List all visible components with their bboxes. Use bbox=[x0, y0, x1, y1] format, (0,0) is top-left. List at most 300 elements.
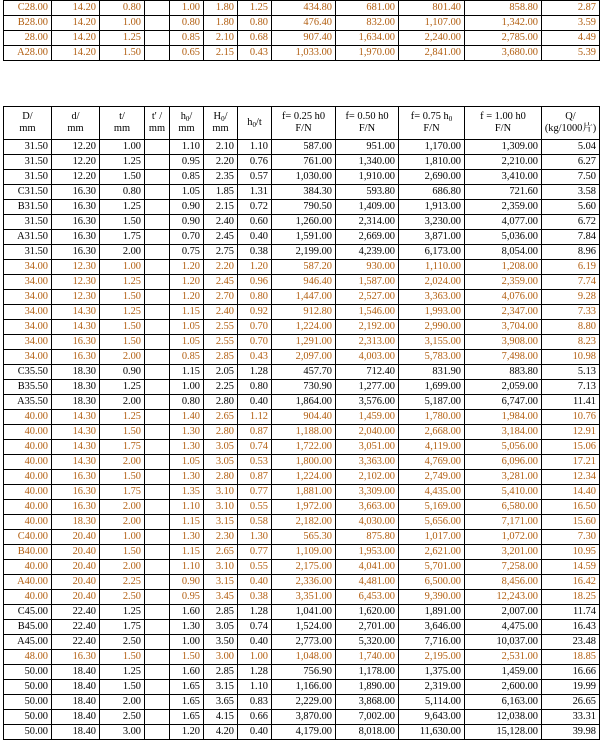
cell-load-25: 1,166.00 bbox=[272, 680, 336, 695]
cell-outer-diameter: 50.00 bbox=[4, 710, 52, 725]
header-line-1: d/ bbox=[71, 111, 80, 122]
cell-load-25: 587.20 bbox=[272, 260, 336, 275]
cell-reduced-thickness bbox=[145, 455, 170, 470]
cell-load-50: 3,576.00 bbox=[336, 395, 399, 410]
cell-overall-height: 2.40 bbox=[204, 215, 238, 230]
cell-reduced-thickness bbox=[145, 575, 170, 590]
cell-reduced-thickness bbox=[145, 275, 170, 290]
cell-load-50: 3,663.00 bbox=[336, 500, 399, 515]
cell-outer-diameter: 40.00 bbox=[4, 485, 52, 500]
cell-inner-diameter: 16.30 bbox=[52, 335, 100, 350]
cell-free-height: 1.20 bbox=[170, 275, 204, 290]
cell-load-50: 1,178.00 bbox=[336, 665, 399, 680]
cell-load-25: 3,351.00 bbox=[272, 590, 336, 605]
cell-inner-diameter: 12.30 bbox=[52, 275, 100, 290]
cell-weight: 5.13 bbox=[542, 365, 600, 380]
cell-thickness: 1.25 bbox=[100, 605, 145, 620]
cell-free-height: 1.10 bbox=[170, 560, 204, 575]
cell-load-75: 11,630.00 bbox=[399, 725, 465, 740]
cell-inner-diameter: 22.40 bbox=[52, 635, 100, 650]
cell-overall-height: 2.55 bbox=[204, 335, 238, 350]
cell-load-50: 1,910.00 bbox=[336, 170, 399, 185]
cell-load-50: 4,239.00 bbox=[336, 245, 399, 260]
cell-height-thickness-ratio: 0.76 bbox=[238, 155, 272, 170]
header-line-2: mm bbox=[178, 123, 195, 134]
cell-load-75: 5,783.00 bbox=[399, 350, 465, 365]
cell-outer-diameter: 34.00 bbox=[4, 320, 52, 335]
cell-load-75: 1,170.00 bbox=[399, 140, 465, 155]
cell-load-25: 730.90 bbox=[272, 380, 336, 395]
cell-height-thickness-ratio: 1.10 bbox=[238, 140, 272, 155]
cell-height-thickness-ratio: 0.70 bbox=[238, 320, 272, 335]
table-row bbox=[4, 230, 600, 245]
cell-inner-diameter: 16.30 bbox=[52, 350, 100, 365]
cell-load-50: 4,481.00 bbox=[336, 575, 399, 590]
cell-load-25: 384.30 bbox=[272, 185, 336, 200]
disc-spring-load-table bbox=[3, 106, 600, 740]
cell-load-100: 1,984.00 bbox=[465, 410, 542, 425]
cell-overall-height: 2.30 bbox=[204, 530, 238, 545]
cell-inner-diameter: 18.30 bbox=[52, 515, 100, 530]
cell-height-thickness-ratio: 1.31 bbox=[238, 185, 272, 200]
cell-load-25: 756.90 bbox=[272, 665, 336, 680]
cell-load-75: 4,769.00 bbox=[399, 455, 465, 470]
header-line-2: (kg/1000片) bbox=[544, 123, 597, 134]
cell-load-75: 1,810.00 bbox=[399, 155, 465, 170]
cell-overall-height: 2.15 bbox=[204, 200, 238, 215]
cell-weight: 8.23 bbox=[542, 335, 600, 350]
cell-inner-diameter: 22.40 bbox=[52, 605, 100, 620]
cell-free-height: 1.05 bbox=[170, 455, 204, 470]
cell-overall-height: 2.45 bbox=[204, 275, 238, 290]
cell-load-75: 1,699.00 bbox=[399, 380, 465, 395]
cell-load-50: 5,320.00 bbox=[336, 635, 399, 650]
cell-load-100: 2,531.00 bbox=[465, 650, 542, 665]
cell-weight: 39.98 bbox=[542, 725, 600, 740]
cell-load-100: 3,281.00 bbox=[465, 470, 542, 485]
cell-weight: 7.30 bbox=[542, 530, 600, 545]
cell-outer-diameter: C35.50 bbox=[4, 365, 52, 380]
header-overall-height bbox=[204, 107, 238, 140]
cell-thickness: 2.00 bbox=[100, 515, 145, 530]
cell-reduced-thickness bbox=[145, 305, 170, 320]
cell-inner-diameter: 16.30 bbox=[52, 485, 100, 500]
cell-reduced-thickness bbox=[145, 200, 170, 215]
cell-free-height: 1.00 bbox=[170, 635, 204, 650]
cell-height-thickness-ratio: 0.68 bbox=[238, 31, 272, 46]
cell-thickness: 0.90 bbox=[100, 365, 145, 380]
cell-load-75: 1,110.00 bbox=[399, 260, 465, 275]
cell-load-75: 831.90 bbox=[399, 365, 465, 380]
cell-weight: 2.87 bbox=[542, 1, 600, 16]
cell-load-75: 2,240.00 bbox=[399, 31, 465, 46]
cell-inner-diameter: 14.30 bbox=[52, 320, 100, 335]
cell-overall-height: 2.65 bbox=[204, 410, 238, 425]
cell-free-height: 1.50 bbox=[170, 650, 204, 665]
cell-load-50: 4,030.00 bbox=[336, 515, 399, 530]
cell-height-thickness-ratio: 1.28 bbox=[238, 365, 272, 380]
cell-load-75: 6,173.00 bbox=[399, 245, 465, 260]
cell-reduced-thickness bbox=[145, 605, 170, 620]
cell-overall-height: 4.20 bbox=[204, 725, 238, 740]
cell-load-25: 2,229.00 bbox=[272, 695, 336, 710]
cell-load-100: 7,498.00 bbox=[465, 350, 542, 365]
cell-free-height: 1.30 bbox=[170, 470, 204, 485]
cell-outer-diameter: 31.50 bbox=[4, 140, 52, 155]
cell-load-50: 1,634.00 bbox=[336, 31, 399, 46]
cell-load-25: 1,260.00 bbox=[272, 215, 336, 230]
cell-load-100: 1,072.00 bbox=[465, 530, 542, 545]
cell-load-75: 3,230.00 bbox=[399, 215, 465, 230]
cell-load-50: 3,868.00 bbox=[336, 695, 399, 710]
cell-load-50: 2,314.00 bbox=[336, 215, 399, 230]
cell-overall-height: 3.15 bbox=[204, 575, 238, 590]
cell-outer-diameter: B35.50 bbox=[4, 380, 52, 395]
cell-load-50: 3,051.00 bbox=[336, 440, 399, 455]
cell-load-25: 1,524.00 bbox=[272, 620, 336, 635]
cell-load-100: 3,704.00 bbox=[465, 320, 542, 335]
cell-load-75: 1,017.00 bbox=[399, 530, 465, 545]
cell-load-100: 6,580.00 bbox=[465, 500, 542, 515]
cell-overall-height: 2.55 bbox=[204, 320, 238, 335]
header-line-2: F/N bbox=[358, 123, 376, 134]
cell-overall-height: 2.25 bbox=[204, 380, 238, 395]
cell-reduced-thickness bbox=[145, 650, 170, 665]
cell-overall-height: 3.05 bbox=[204, 455, 238, 470]
cell-load-50: 2,313.00 bbox=[336, 335, 399, 350]
cell-height-thickness-ratio: 0.77 bbox=[238, 545, 272, 560]
table-row bbox=[4, 500, 600, 515]
cell-thickness: 0.80 bbox=[100, 185, 145, 200]
cell-load-75: 1,375.00 bbox=[399, 665, 465, 680]
cell-load-100: 3,908.00 bbox=[465, 335, 542, 350]
cell-thickness: 2.00 bbox=[100, 500, 145, 515]
cell-free-height: 1.00 bbox=[170, 1, 204, 16]
cell-inner-diameter: 22.40 bbox=[52, 620, 100, 635]
table-row bbox=[4, 425, 600, 440]
cell-weight: 26.65 bbox=[542, 695, 600, 710]
cell-inner-diameter: 14.20 bbox=[52, 1, 100, 16]
cell-height-thickness-ratio: 0.60 bbox=[238, 215, 272, 230]
header-line-1: f= 0.50 h0 bbox=[345, 111, 389, 122]
cell-outer-diameter: 34.00 bbox=[4, 260, 52, 275]
cell-load-25: 1,881.00 bbox=[272, 485, 336, 500]
cell-reduced-thickness bbox=[145, 425, 170, 440]
table-row bbox=[4, 260, 600, 275]
cell-load-100: 4,076.00 bbox=[465, 290, 542, 305]
cell-load-50: 875.80 bbox=[336, 530, 399, 545]
cell-overall-height: 2.40 bbox=[204, 305, 238, 320]
cell-load-50: 2,701.00 bbox=[336, 620, 399, 635]
cell-height-thickness-ratio: 0.55 bbox=[238, 500, 272, 515]
cell-inner-diameter: 14.20 bbox=[52, 16, 100, 31]
cell-overall-height: 2.85 bbox=[204, 665, 238, 680]
header-line-1: $h_0/t$ bbox=[247, 117, 262, 129]
cell-weight: 10.76 bbox=[542, 410, 600, 425]
cell-overall-height: 3.65 bbox=[204, 695, 238, 710]
header-line-2: F/N bbox=[295, 123, 312, 134]
cell-thickness: 1.75 bbox=[100, 485, 145, 500]
cell-load-100: 7,171.00 bbox=[465, 515, 542, 530]
cell-outer-diameter: 40.00 bbox=[4, 560, 52, 575]
cell-free-height: 1.15 bbox=[170, 515, 204, 530]
cell-height-thickness-ratio: 1.28 bbox=[238, 665, 272, 680]
cell-weight: 18.85 bbox=[542, 650, 600, 665]
cell-load-50: 1,587.00 bbox=[336, 275, 399, 290]
cell-free-height: 1.20 bbox=[170, 260, 204, 275]
cell-inner-diameter: 18.40 bbox=[52, 725, 100, 740]
cell-reduced-thickness bbox=[145, 260, 170, 275]
cell-load-25: 457.70 bbox=[272, 365, 336, 380]
cell-load-100: 2,210.00 bbox=[465, 155, 542, 170]
cell-thickness: 1.25 bbox=[100, 275, 145, 290]
cell-load-75: 7,716.00 bbox=[399, 635, 465, 650]
cell-load-50: 1,740.00 bbox=[336, 650, 399, 665]
cell-load-50: 1,409.00 bbox=[336, 200, 399, 215]
cell-thickness: 1.00 bbox=[100, 260, 145, 275]
cell-load-25: 2,199.00 bbox=[272, 245, 336, 260]
cell-reduced-thickness bbox=[145, 365, 170, 380]
cell-inner-diameter: 20.40 bbox=[52, 530, 100, 545]
cell-weight: 15.06 bbox=[542, 440, 600, 455]
cell-reduced-thickness bbox=[145, 590, 170, 605]
cell-outer-diameter: B40.00 bbox=[4, 545, 52, 560]
cell-load-25: 912.80 bbox=[272, 305, 336, 320]
cell-load-50: 4,041.00 bbox=[336, 560, 399, 575]
cell-thickness: 2.25 bbox=[100, 575, 145, 590]
cell-load-75: 3,646.00 bbox=[399, 620, 465, 635]
cell-thickness: 1.50 bbox=[100, 335, 145, 350]
cell-load-75: 1,780.00 bbox=[399, 410, 465, 425]
table-row bbox=[4, 46, 600, 61]
cell-outer-diameter: 34.00 bbox=[4, 350, 52, 365]
header-row bbox=[4, 107, 600, 140]
cell-load-75: 9,643.00 bbox=[399, 710, 465, 725]
cell-free-height: 0.95 bbox=[170, 155, 204, 170]
cell-load-75: 3,155.00 bbox=[399, 335, 465, 350]
cell-height-thickness-ratio: 0.83 bbox=[238, 695, 272, 710]
cell-outer-diameter: 40.00 bbox=[4, 590, 52, 605]
cell-thickness: 1.00 bbox=[100, 16, 145, 31]
cell-outer-diameter: 34.00 bbox=[4, 290, 52, 305]
header-load-50 bbox=[336, 107, 399, 140]
cell-free-height: 0.85 bbox=[170, 350, 204, 365]
cell-weight: 8.80 bbox=[542, 320, 600, 335]
cell-load-100: 3,201.00 bbox=[465, 545, 542, 560]
cell-weight: 3.59 bbox=[542, 16, 600, 31]
cell-weight: 12.34 bbox=[542, 470, 600, 485]
cell-overall-height: 3.05 bbox=[204, 620, 238, 635]
cell-load-100: 12,243.00 bbox=[465, 590, 542, 605]
cell-load-50: 1,890.00 bbox=[336, 680, 399, 695]
cell-reduced-thickness bbox=[145, 140, 170, 155]
cell-reduced-thickness bbox=[145, 620, 170, 635]
cell-thickness: 1.50 bbox=[100, 680, 145, 695]
cell-load-50: 1,340.00 bbox=[336, 155, 399, 170]
cell-inner-diameter: 18.40 bbox=[52, 680, 100, 695]
cell-outer-diameter: 48.00 bbox=[4, 650, 52, 665]
cell-overall-height: 2.10 bbox=[204, 31, 238, 46]
table-row bbox=[4, 395, 600, 410]
cell-height-thickness-ratio: 0.74 bbox=[238, 440, 272, 455]
cell-outer-diameter: 34.00 bbox=[4, 335, 52, 350]
cell-inner-diameter: 16.30 bbox=[52, 185, 100, 200]
header-load-75 bbox=[399, 107, 465, 140]
cell-load-100: 5,410.00 bbox=[465, 485, 542, 500]
cell-thickness: 2.50 bbox=[100, 590, 145, 605]
cell-free-height: 0.90 bbox=[170, 575, 204, 590]
cell-load-100: 883.80 bbox=[465, 365, 542, 380]
cell-reduced-thickness bbox=[145, 16, 170, 31]
cell-inner-diameter: 16.30 bbox=[52, 200, 100, 215]
cell-load-75: 5,169.00 bbox=[399, 500, 465, 515]
cell-thickness: 2.50 bbox=[100, 635, 145, 650]
cell-outer-diameter: C28.00 bbox=[4, 1, 52, 16]
table-row bbox=[4, 605, 600, 620]
cell-free-height: 1.15 bbox=[170, 365, 204, 380]
cell-height-thickness-ratio: 0.92 bbox=[238, 305, 272, 320]
cell-overall-height: 2.85 bbox=[204, 350, 238, 365]
table-row bbox=[4, 635, 600, 650]
cell-weight: 16.42 bbox=[542, 575, 600, 590]
table-row bbox=[4, 680, 600, 695]
cell-load-50: 8,018.00 bbox=[336, 725, 399, 740]
cell-outer-diameter: A40.00 bbox=[4, 575, 52, 590]
cell-weight: 18.25 bbox=[542, 590, 600, 605]
table-row bbox=[4, 560, 600, 575]
cell-thickness: 1.25 bbox=[100, 665, 145, 680]
cell-thickness: 1.50 bbox=[100, 425, 145, 440]
cell-load-50: 4,003.00 bbox=[336, 350, 399, 365]
table-row bbox=[4, 320, 600, 335]
cell-load-100: 5,056.00 bbox=[465, 440, 542, 455]
cell-weight: 7.74 bbox=[542, 275, 600, 290]
cell-load-25: 1,030.00 bbox=[272, 170, 336, 185]
header-weight bbox=[542, 107, 600, 140]
cell-load-25: 476.40 bbox=[272, 16, 336, 31]
cell-free-height: 1.10 bbox=[170, 140, 204, 155]
cell-outer-diameter: 40.00 bbox=[4, 515, 52, 530]
cell-reduced-thickness bbox=[145, 290, 170, 305]
cell-load-100: 2,785.00 bbox=[465, 31, 542, 46]
cell-load-50: 1,953.00 bbox=[336, 545, 399, 560]
cell-inner-diameter: 12.20 bbox=[52, 170, 100, 185]
cell-load-50: 2,192.00 bbox=[336, 320, 399, 335]
table-row bbox=[4, 155, 600, 170]
table-row bbox=[4, 380, 600, 395]
cell-overall-height: 1.80 bbox=[204, 1, 238, 16]
table-row bbox=[4, 365, 600, 380]
cell-thickness: 1.25 bbox=[100, 410, 145, 425]
table-row bbox=[4, 620, 600, 635]
cell-load-50: 1,620.00 bbox=[336, 605, 399, 620]
cell-outer-diameter: A31.50 bbox=[4, 230, 52, 245]
cell-overall-height: 3.45 bbox=[204, 590, 238, 605]
cell-load-100: 858.80 bbox=[465, 1, 542, 16]
cell-load-75: 9,390.00 bbox=[399, 590, 465, 605]
cell-free-height: 0.90 bbox=[170, 200, 204, 215]
cell-height-thickness-ratio: 0.38 bbox=[238, 590, 272, 605]
cell-height-thickness-ratio: 0.43 bbox=[238, 350, 272, 365]
table-row bbox=[4, 305, 600, 320]
header-free-height bbox=[170, 107, 204, 140]
cell-load-50: 593.80 bbox=[336, 185, 399, 200]
cell-load-75: 6,500.00 bbox=[399, 575, 465, 590]
cell-free-height: 1.65 bbox=[170, 695, 204, 710]
table-row bbox=[4, 170, 600, 185]
cell-load-50: 2,040.00 bbox=[336, 425, 399, 440]
cell-inner-diameter: 18.40 bbox=[52, 710, 100, 725]
cell-outer-diameter: B31.50 bbox=[4, 200, 52, 215]
cell-load-25: 790.50 bbox=[272, 200, 336, 215]
header-line-2: F/N bbox=[494, 123, 512, 134]
cell-load-25: 1,864.00 bbox=[272, 395, 336, 410]
cell-inner-diameter: 16.30 bbox=[52, 245, 100, 260]
cell-reduced-thickness bbox=[145, 46, 170, 61]
cell-overall-height: 2.05 bbox=[204, 365, 238, 380]
cell-thickness: 0.80 bbox=[100, 1, 145, 16]
header-line-1: f = 1.00 h0 bbox=[480, 111, 526, 122]
cell-load-75: 2,990.00 bbox=[399, 320, 465, 335]
cell-load-25: 1,041.00 bbox=[272, 605, 336, 620]
cell-free-height: 0.80 bbox=[170, 395, 204, 410]
cell-weight: 11.41 bbox=[542, 395, 600, 410]
cell-overall-height: 2.70 bbox=[204, 290, 238, 305]
cell-inner-diameter: 16.30 bbox=[52, 215, 100, 230]
cell-overall-height: 2.15 bbox=[204, 46, 238, 61]
cell-load-100: 3,680.00 bbox=[465, 46, 542, 61]
cell-weight: 5.04 bbox=[542, 140, 600, 155]
cell-free-height: 1.60 bbox=[170, 665, 204, 680]
cell-thickness: 1.50 bbox=[100, 650, 145, 665]
cell-load-75: 2,749.00 bbox=[399, 470, 465, 485]
cell-reduced-thickness bbox=[145, 695, 170, 710]
table-row bbox=[4, 455, 600, 470]
table-row bbox=[4, 485, 600, 500]
cell-overall-height: 2.80 bbox=[204, 425, 238, 440]
header-line-1: t' / bbox=[151, 111, 163, 122]
cell-reduced-thickness bbox=[145, 170, 170, 185]
header-line-2: mm bbox=[67, 123, 84, 134]
cell-load-100: 12,038.00 bbox=[465, 710, 542, 725]
cell-free-height: 1.05 bbox=[170, 335, 204, 350]
cell-height-thickness-ratio: 0.96 bbox=[238, 275, 272, 290]
cell-load-75: 801.40 bbox=[399, 1, 465, 16]
cell-height-thickness-ratio: 0.74 bbox=[238, 620, 272, 635]
cell-outer-diameter: 31.50 bbox=[4, 215, 52, 230]
cell-load-25: 1,224.00 bbox=[272, 470, 336, 485]
cell-reduced-thickness bbox=[145, 635, 170, 650]
cell-reduced-thickness bbox=[145, 680, 170, 695]
table-row bbox=[4, 665, 600, 680]
cell-load-75: 2,319.00 bbox=[399, 680, 465, 695]
cell-load-25: 587.00 bbox=[272, 140, 336, 155]
header-line-2: mm bbox=[19, 123, 36, 134]
cell-load-100: 8,054.00 bbox=[465, 245, 542, 260]
cell-load-50: 1,277.00 bbox=[336, 380, 399, 395]
cell-inner-diameter: 14.20 bbox=[52, 46, 100, 61]
cell-load-50: 3,309.00 bbox=[336, 485, 399, 500]
cell-height-thickness-ratio: 0.80 bbox=[238, 290, 272, 305]
cell-reduced-thickness bbox=[145, 515, 170, 530]
cell-free-height: 0.95 bbox=[170, 590, 204, 605]
cell-load-50: 1,459.00 bbox=[336, 410, 399, 425]
cell-overall-height: 2.10 bbox=[204, 140, 238, 155]
cell-load-25: 761.00 bbox=[272, 155, 336, 170]
header-line-1: f= 0.25 h0 bbox=[281, 111, 326, 122]
cell-load-100: 2,600.00 bbox=[465, 680, 542, 695]
cell-free-height: 1.20 bbox=[170, 725, 204, 740]
